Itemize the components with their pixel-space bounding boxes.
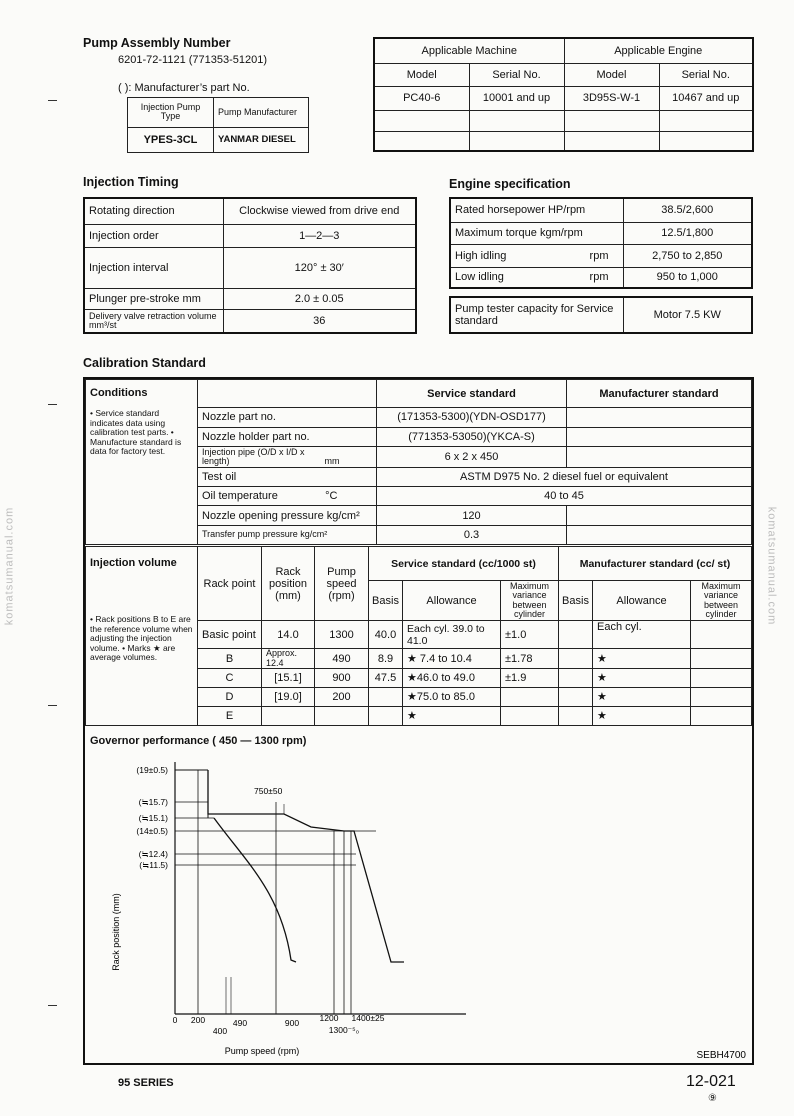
y-label: (≒12.4) <box>138 849 168 859</box>
series-label: 95 SERIES <box>118 1077 174 1089</box>
spec-label: Maximum torque kgm/rpm <box>450 222 623 244</box>
mfr-max-variance-header: Maximum variance between cylinder <box>691 581 752 621</box>
manufacturer-volume-header: Manufacturer standard (cc/ st) <box>559 547 752 581</box>
condition-unit: kg/cm² <box>326 509 360 522</box>
pump-manufacturer-value: YANMAR DIESEL <box>214 127 309 152</box>
x-label: 0 <box>172 1015 178 1025</box>
margin-mark <box>48 404 57 405</box>
variance-value: ±1.0 <box>501 621 559 649</box>
timing-value: 2.0 ± 0.05 <box>223 288 416 309</box>
pump-speed-header: Pump speed (rpm) <box>315 547 369 621</box>
sub-page-number: ⑨ <box>708 1093 717 1104</box>
injection-volume-title: Injection volume <box>90 557 177 569</box>
timing-label: Rotating direction <box>84 198 223 224</box>
rack-point: Basic point <box>198 621 262 649</box>
max-variance-header: Maximum variance between cylinder <box>501 581 559 621</box>
applicable-machine-header: Applicable Machine <box>374 38 564 63</box>
condition-label-cell <box>198 525 377 544</box>
mfr-basis-header: Basis <box>559 581 593 621</box>
conditions-table <box>85 379 752 545</box>
injection-volume-table <box>85 546 752 726</box>
condition-unit: °C <box>325 490 338 503</box>
figure-code: SEBH4700 <box>696 1050 746 1061</box>
governor-curve-upper <box>208 770 404 962</box>
x-axis-title: Pump speed (rpm) <box>224 1046 300 1056</box>
spec-label-cell <box>450 244 623 267</box>
spec-value: 950 to 1,000 <box>623 267 752 288</box>
pump-tester-table <box>449 296 753 334</box>
condition-unit: kg/cm² <box>300 529 328 540</box>
condition-label: Test oil <box>198 468 377 487</box>
manufacturer-standard-header: Manufacturer standard <box>567 380 752 408</box>
condition-label: Transfer pump pressure <box>202 529 298 540</box>
pump-speed: 200 <box>315 688 369 707</box>
machine-model-label: Model <box>374 63 469 86</box>
basis-value <box>369 707 403 726</box>
applicable-table <box>373 37 754 152</box>
spec-label: Rated horsepower HP/rpm <box>450 198 623 222</box>
variance-value <box>501 707 559 726</box>
machine-serial: 10001 and up <box>469 86 564 110</box>
condition-value: 0.3 <box>377 525 567 544</box>
timing-label: Injection order <box>84 224 223 247</box>
mfr-allowance-value: ★ <box>593 669 691 688</box>
engine-spec-table <box>449 197 753 289</box>
injection-timing-table <box>83 197 417 334</box>
allowance-value: ★75.0 to 85.0 <box>403 688 501 707</box>
timing-value: 120° ± 30′ <box>223 247 416 288</box>
rack-position <box>262 707 315 726</box>
condition-value: 120 <box>377 506 567 525</box>
condition-value: (171353-5300)(YDN-OSD177) <box>377 408 567 427</box>
rack-position: Approx. 12.4 <box>262 649 315 669</box>
y-label: (≒11.5) <box>139 860 168 870</box>
injection-timing-title: Injection Timing <box>83 175 179 189</box>
condition-value: ASTM D975 No. 2 diesel fuel or equivalent <box>377 468 752 487</box>
basis-value: 47.5 <box>369 669 403 688</box>
timing-label: Delivery valve retraction volume mm³/st <box>84 309 223 333</box>
pump-speed: 900 <box>315 669 369 688</box>
x-label: 200 <box>190 1015 206 1025</box>
machine-model: PC40-6 <box>374 86 469 110</box>
mfr-allowance-header: Allowance <box>593 581 691 621</box>
timing-value: Clockwise viewed from drive end <box>223 198 416 224</box>
spec-value: 12.5/1,800 <box>623 222 752 244</box>
spec-value: 2,750 to 2,850 <box>623 244 752 267</box>
condition-label: Nozzle opening pressure <box>202 509 324 522</box>
rack-point: C <box>198 669 262 688</box>
condition-label-cell <box>198 487 377 506</box>
x-label: 1300⁻⁵₀ <box>328 1025 360 1035</box>
annotation-750: 750±50 <box>254 786 283 796</box>
pump-type-table <box>127 97 309 153</box>
mfr-allowance-value: ★ <box>593 649 691 669</box>
y-label: (14±0.5) <box>136 826 168 836</box>
margin-mark <box>48 100 57 101</box>
pump-speed: 1300 <box>315 621 369 649</box>
pump-assembly-title: Pump Assembly Number <box>83 36 231 50</box>
allowance-header: Allowance <box>403 581 501 621</box>
spacer <box>198 380 377 408</box>
spec-label-cell <box>450 267 623 288</box>
variance-value: ±1.78 <box>501 649 559 669</box>
pump-type-value: YPES-3CL <box>128 127 214 152</box>
governor-curve-lower <box>214 818 296 962</box>
conditions-note: • Service standard indicates data using calibration test parts. • Manufacture standard is data for factory test. <box>90 408 182 456</box>
variance-value <box>501 688 559 707</box>
page-number: 12-021 <box>686 1073 736 1090</box>
governor-chart <box>86 752 752 1064</box>
pump-speed <box>315 707 369 726</box>
y-label: (19±0.5) <box>136 765 168 775</box>
x-label: 1200 <box>319 1013 339 1023</box>
timing-label: Plunger pre-stroke mm <box>84 288 223 309</box>
condition-label: Nozzle holder part no. <box>198 427 377 446</box>
basis-value: 8.9 <box>369 649 403 669</box>
engine-serial-label: Serial No. <box>659 63 753 86</box>
condition-label: Oil temperature <box>202 490 278 503</box>
mfr-allowance-value: ★ <box>593 707 691 726</box>
rack-point: B <box>198 649 262 669</box>
timing-value: 36 <box>223 309 416 333</box>
allowance-value: ★ <box>403 707 501 726</box>
calibration-title: Calibration Standard <box>83 356 206 370</box>
injection-volume-note: • Rack positions B to E are the reference volume when adjusting the injection volume. • Marks ★ are average volumes. <box>90 614 193 662</box>
x-label: 900 <box>284 1018 300 1028</box>
allowance-value: ★46.0 to 49.0 <box>403 669 501 688</box>
mfr-allowance-value: Each cyl. <box>593 621 691 649</box>
rack-point: E <box>198 707 262 726</box>
injection-volume-side-cell <box>86 547 198 726</box>
manufacturer-part-note: ( ): Manufacturer’s part No. <box>118 82 250 94</box>
injection-pump-type-header: Injection Pump Type <box>128 98 214 128</box>
condition-label: Nozzle part no. <box>198 408 377 427</box>
condition-label: Injection pipe (O/D x I/D x length) <box>202 446 305 466</box>
condition-label-cell <box>198 446 377 467</box>
x-label: 400 <box>212 1026 228 1036</box>
service-volume-header: Service standard (cc/1000 st) <box>369 547 559 581</box>
x-label: 1400±25 <box>351 1013 385 1023</box>
condition-unit: mm <box>324 455 340 466</box>
service-standard-header: Service standard <box>377 380 567 408</box>
condition-label-cell <box>198 506 377 525</box>
conditions-side-cell <box>86 380 198 545</box>
spec-label: Low idling <box>455 271 504 284</box>
rack-position: [15.1] <box>262 669 315 688</box>
y-axis-title: Rack position (mm) <box>111 893 121 971</box>
applicable-engine-header: Applicable Engine <box>564 38 753 63</box>
engine-model-label: Model <box>564 63 659 86</box>
rack-position-header: Rack position (mm) <box>262 547 315 621</box>
x-label: 490 <box>232 1018 248 1028</box>
rack-position: [19.0] <box>262 688 315 707</box>
rack-point-header: Rack point <box>198 547 262 621</box>
mfr-allowance-value: ★ <box>593 688 691 707</box>
y-label: (≒15.1) <box>138 813 168 823</box>
watermark-right: komatsumanual.com <box>765 506 778 626</box>
condition-value: 40 to 45 <box>377 487 752 506</box>
spec-unit: rpm <box>589 271 609 284</box>
rack-position: 14.0 <box>262 621 315 649</box>
basis-value: 40.0 <box>369 621 403 649</box>
margin-mark <box>48 1005 57 1006</box>
condition-value: 6 x 2 x 450 <box>377 446 567 467</box>
spec-unit: rpm <box>589 249 609 262</box>
basis-value <box>369 688 403 707</box>
timing-label: Injection interval <box>84 247 223 288</box>
variance-value: ±1.9 <box>501 669 559 688</box>
pump-tester-label: Pump tester capacity for Service standard <box>450 297 623 333</box>
engine-spec-title: Engine specification <box>449 177 571 191</box>
y-label: (≒15.7) <box>138 797 168 807</box>
rack-point: D <box>198 688 262 707</box>
basis-header: Basis <box>369 581 403 621</box>
allowance-value: Each cyl. 39.0 to 41.0 <box>403 621 501 649</box>
machine-serial-label: Serial No. <box>469 63 564 86</box>
spec-label: High idling <box>455 249 507 262</box>
pump-speed: 490 <box>315 649 369 669</box>
condition-value: (771353-53050)(YKCA-S) <box>377 427 567 446</box>
governor-title: Governor performance ( 450 — 1300 rpm) <box>90 735 307 747</box>
timing-value: 1—2—3 <box>223 224 416 247</box>
pump-assembly-number: 6201-72-1121 (771353-51201) <box>118 54 268 66</box>
margin-mark <box>48 705 57 706</box>
pump-tester-value: Motor 7.5 KW <box>623 297 752 333</box>
spec-value: 38.5/2,600 <box>623 198 752 222</box>
engine-model: 3D95S-W-1 <box>564 86 659 110</box>
engine-serial: 10467 and up <box>659 86 753 110</box>
pump-manufacturer-header: Pump Manufacturer <box>214 98 309 128</box>
conditions-title: Conditions <box>90 387 148 399</box>
allowance-value: ★ 7.4 to 10.4 <box>403 649 501 669</box>
watermark-left: komatsumanual.com <box>3 506 16 626</box>
